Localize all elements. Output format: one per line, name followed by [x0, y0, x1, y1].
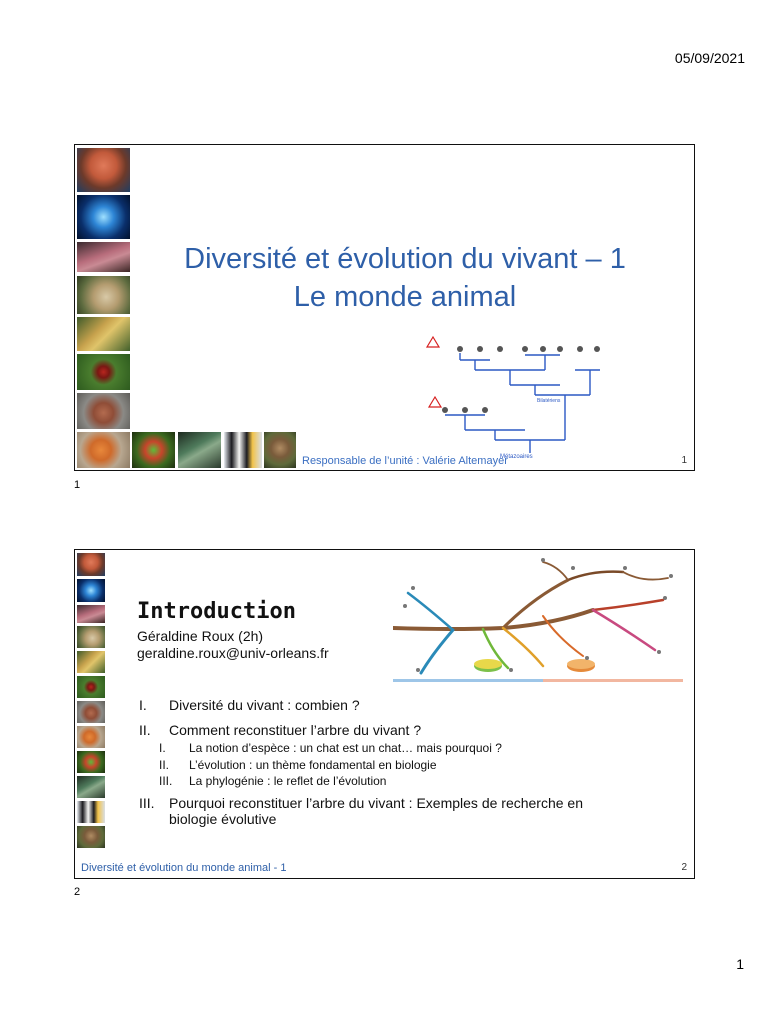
slide-2-label: 2 — [74, 886, 81, 898]
author-name: Géraldine Roux (2h) — [137, 628, 264, 644]
outline-item-1: I. Diversité du vivant : combien ? — [139, 697, 360, 713]
penguin-photo — [77, 801, 105, 823]
slide-1 — [74, 144, 695, 471]
insect-photo — [77, 676, 105, 698]
slide-2-footer: Diversité et évolution du monde animal - 1 — [81, 862, 287, 874]
slide-1-number: 1 — [681, 455, 687, 466]
title-line-2: Le monde animal — [293, 281, 517, 313]
starfish-photo — [77, 432, 130, 468]
primate-photo — [264, 432, 296, 468]
flatworm-photo — [77, 605, 105, 623]
tree-label-bilateriens: Bilatériens — [537, 398, 561, 404]
slide-2 — [74, 549, 695, 879]
snail-photo — [77, 276, 130, 314]
jellyfish-photo — [77, 579, 105, 602]
tree-label-metazoaires: Métazoaires — [500, 454, 533, 460]
outline-item-2: II. Comment reconstituer l’arbre du vivant ? — [139, 722, 422, 738]
slide-1-title — [145, 240, 665, 316]
crab-photo — [77, 393, 130, 429]
insect-photo — [77, 354, 130, 390]
slide-2-number: 2 — [681, 862, 687, 873]
snail-photo — [77, 626, 105, 648]
sub-outline-item-2: II. L’évolution : un thème fondamental en biologie — [159, 758, 437, 772]
slide-2-heading: Introduction — [137, 599, 296, 624]
title-line-1: Diversité et évolution du vivant – 1 — [184, 243, 626, 275]
frog-photo — [77, 751, 105, 773]
worm-photo — [77, 651, 105, 673]
jellyfish-photo — [77, 195, 130, 239]
sub-outline-item-3: III. La phylogénie : le reflet de l’évolution — [159, 774, 387, 788]
crab-photo — [77, 701, 105, 723]
penguin-photo — [224, 432, 262, 468]
page-number: 1 — [736, 956, 744, 972]
author-email[interactable]: geraldine.roux@univ-orleans.fr — [137, 645, 329, 661]
outline-item-3: III. Pourquoi reconstituer l’arbre du vivant : Exemples de recherche en biologie évolutive — [139, 795, 583, 827]
sub-outline-item-1: I. La notion d’espèce : un chat est un chat… mais pourquoi ? — [159, 741, 502, 755]
header-date: 05/09/2021 — [674, 50, 745, 66]
coral-photo — [77, 148, 130, 192]
primate-photo — [77, 826, 105, 848]
frog-photo — [132, 432, 175, 468]
coral-photo — [77, 553, 105, 576]
flatworm-photo — [77, 242, 130, 272]
starfish-photo — [77, 726, 105, 748]
unit-responsible: Responsable de l’unité : Valérie Altemayer — [302, 455, 508, 467]
worm-photo — [77, 317, 130, 351]
phylogenetic-tree-diagram — [425, 335, 605, 460]
tree-of-life-illustration — [393, 558, 683, 683]
lizard-photo — [77, 776, 105, 798]
lizard-photo — [178, 432, 221, 468]
slide-1-label: 1 — [74, 479, 81, 491]
